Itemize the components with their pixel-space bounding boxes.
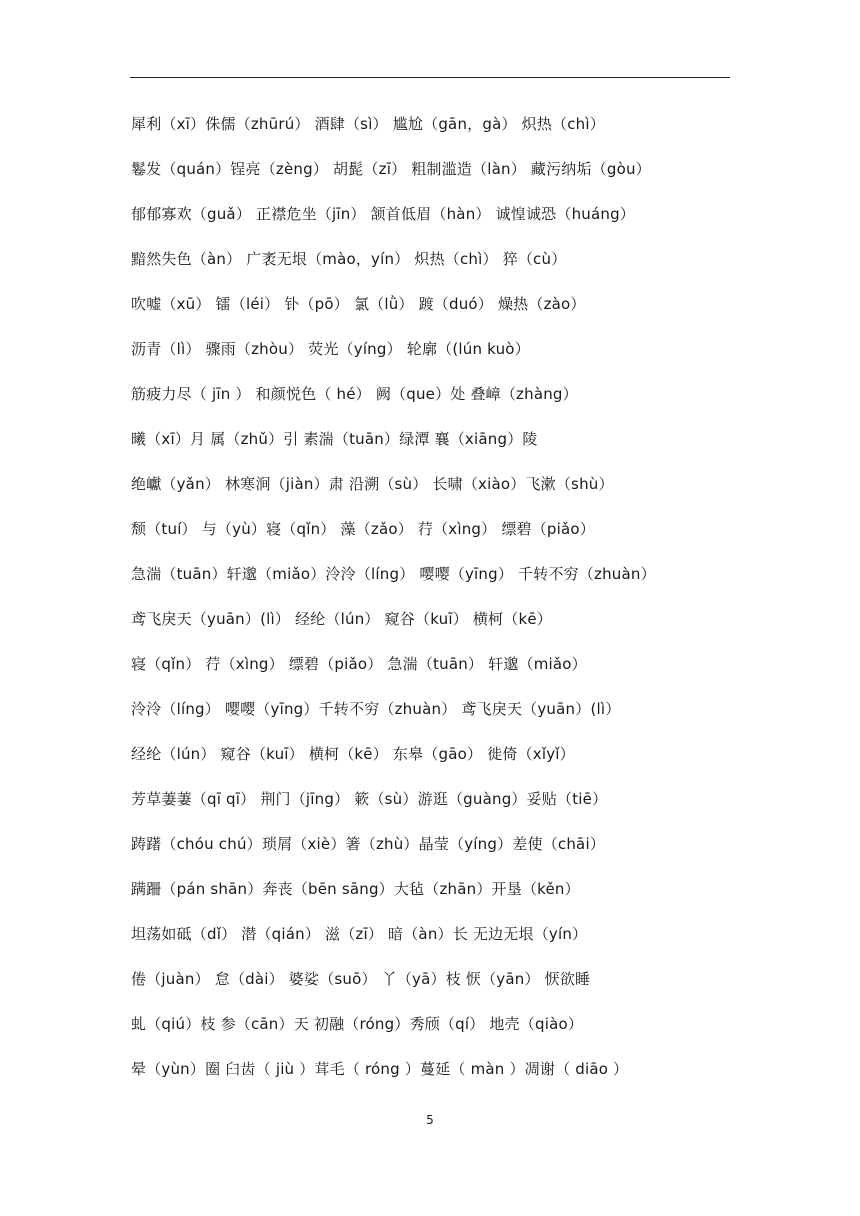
vocab-line: 筋疲力尽（ jīn ） 和颜悦色（ hé） 阙（que）处 叠嶂（zhàng） <box>131 385 578 403</box>
vocab-line: 寝（qǐn） 荇（xìng） 缥碧（piǎo） 急湍（tuān） 轩邈（miǎo） <box>131 655 587 673</box>
vocabulary-list <box>131 110 731 1100</box>
vocab-line: 芳草萋萋（qī qī） 荆门（jīng） 簌（sù）游逛（guàng）妥贴（tiē） <box>131 790 608 808</box>
page-number: 5 <box>426 1113 434 1127</box>
vocab-line: 蹒跚（pán shān）奔丧（bēn sāng）大毡（zhān）开垦（kěn） <box>131 880 580 898</box>
vocab-line: 虬（qiú）枝 参（cān）天 初融（róng）秀颀（qí） 地壳（qiào） <box>131 1015 584 1033</box>
vocab-line: 踌躇（chóu chú）琐屑（xiè）箸（zhù）晶莹（yíng）差使（chāi） <box>131 835 606 853</box>
vocab-line: 曦（xī）月 属（zhǔ）引 素湍（tuān）绿潭 襄（xiāng）陵 <box>131 430 538 448</box>
vocab-line: 沥青（lì） 骤雨（zhòu） 荧光（yíng） 轮廓（(lún kuò） <box>131 340 530 358</box>
vocab-line: 倦（juàn） 怠（dài） 婆娑（suō） 丫（yā）枝 恹（yān） 恹欲睡 <box>131 970 591 988</box>
vocab-line: 犀利（xī）侏儒（zhūrú） 酒肆（sì） 尴尬（gān，gà） 炽热（chì） <box>131 115 605 133</box>
vocab-line: 急湍（tuān）轩邈（miǎo）泠泠（líng） 嘤嘤（yīng） 千转不穷（zhuàn） <box>131 565 656 583</box>
vocab-line: 郁郁寡欢（guǎ） 正襟危坐（jīn） 颔首低眉（hàn） 诚惶诚恐（huáng） <box>131 205 636 223</box>
vocab-line: 鬈发（quán）锃亮（zèng） 胡髭（zī） 粗制滥造（làn） 藏污纳垢（gòu） <box>131 160 651 178</box>
vocab-line: 黯然失色（àn） 广袤无垠（mào，yín） 炽热（chì） 猝（cù） <box>131 250 567 268</box>
vocab-line: 晕（yùn）圈 臼齿（ jiù ）茸毛（ róng ）蔓延（ màn ）凋谢（ diāo ） <box>131 1060 629 1078</box>
vocab-line: 经纶（lún） 窥谷（kuī） 横柯（kē） 东皋（gāo） 徙倚（xǐyǐ） <box>131 745 575 763</box>
vocab-line: 颓（tuí） 与（yù）寝（qǐn） 藻（zǎo） 荇（xìng） 缥碧（piǎo） <box>131 520 595 538</box>
vocab-line: 泠泠（líng） 嘤嘤（yīng）千转不穷（zhuàn） 鸢飞戾天（yuān）(lì） <box>131 700 621 718</box>
vocab-line: 坦荡如砥（dǐ） 潜（qián） 滋（zī） 暗（àn）长 无边无垠（yín） <box>131 925 588 943</box>
vocab-line: 吹嘘（xū） 镭（léi） 钋（pō） 氯（lǜ） 踱（duó） 燥热（zào） <box>131 295 586 313</box>
vocab-line: 绝巘（yǎn） 林寒涧（jiàn）肃 沿溯（sù） 长啸（xiào）飞漱（shù） <box>131 475 614 493</box>
header-rule <box>130 77 730 78</box>
vocab-line: 鸢飞戾天（yuān）(lì） 经纶（lún） 窥谷（kuī） 横柯（kē） <box>131 610 552 628</box>
